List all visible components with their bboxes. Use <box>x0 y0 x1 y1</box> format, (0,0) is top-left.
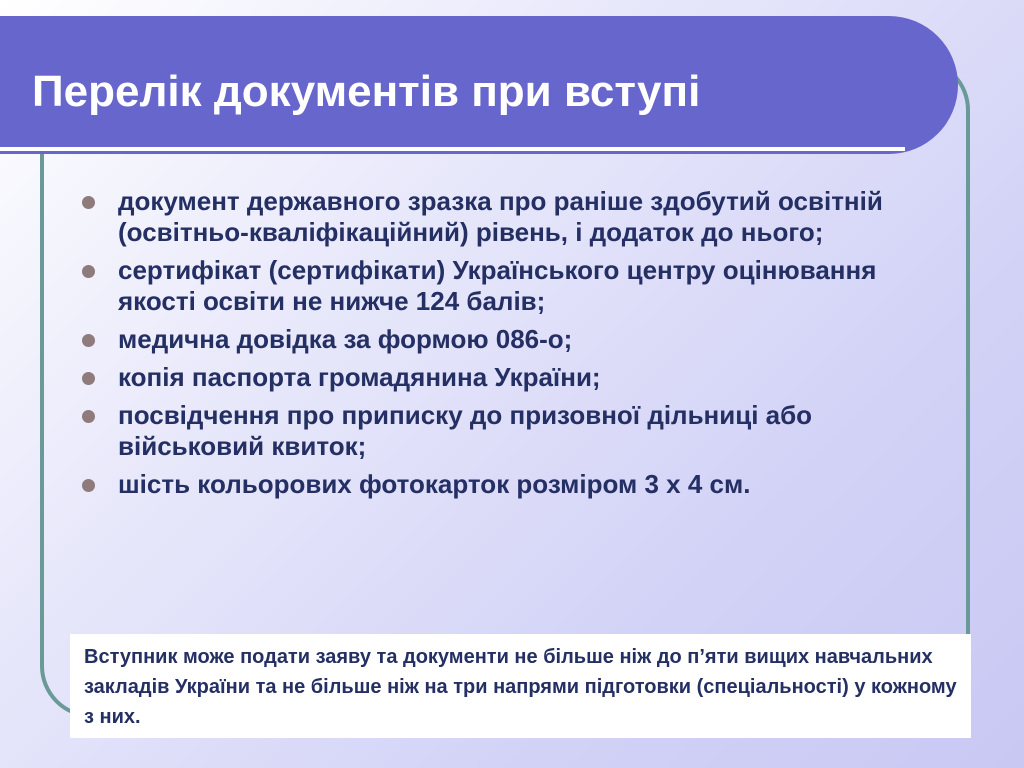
bullet-dot-icon <box>82 479 95 492</box>
slide-title: Перелік документів при вступі <box>32 67 701 116</box>
list-item-text: сертифікат (сертифікати) Українського центру оцінювання якості освіти не нижче 124 балів; <box>118 255 877 316</box>
list-item-text: документ державного зразка про раніше здобутий освітній (освітньо-кваліфікаційний) рівень, і додаток до нього; <box>118 186 883 247</box>
list-item-text: медична довідка за формою 086-о; <box>118 324 573 354</box>
list-item-text: шість кольорових фотокарток розміром 3 х 4 см. <box>118 469 751 499</box>
title-underline <box>0 147 905 151</box>
list-item <box>82 400 912 462</box>
list-item <box>82 469 912 500</box>
list-item <box>82 324 912 355</box>
bullet-dot-icon <box>82 410 95 423</box>
list-item-text: посвідчення про приписку до призовної дільниці або військовий квиток; <box>118 400 813 461</box>
list-item <box>82 186 912 248</box>
list-item <box>82 362 912 393</box>
note-text: Вступник може подати заяву та документи не більше ніж до п’яти вищих навчальних закладів України та не більше ніж на три напрями підготовки (спеціальності) у кожному з них. <box>84 646 957 728</box>
bullet-dot-icon <box>82 265 95 278</box>
note-box <box>70 634 971 738</box>
title-bar <box>0 16 958 154</box>
list-item-text: копія паспорта громадянина України; <box>118 362 601 392</box>
bullet-dot-icon <box>82 372 95 385</box>
bullet-dot-icon <box>82 196 95 209</box>
list-item <box>82 255 912 317</box>
document-list <box>82 186 912 507</box>
bullet-dot-icon <box>82 334 95 347</box>
